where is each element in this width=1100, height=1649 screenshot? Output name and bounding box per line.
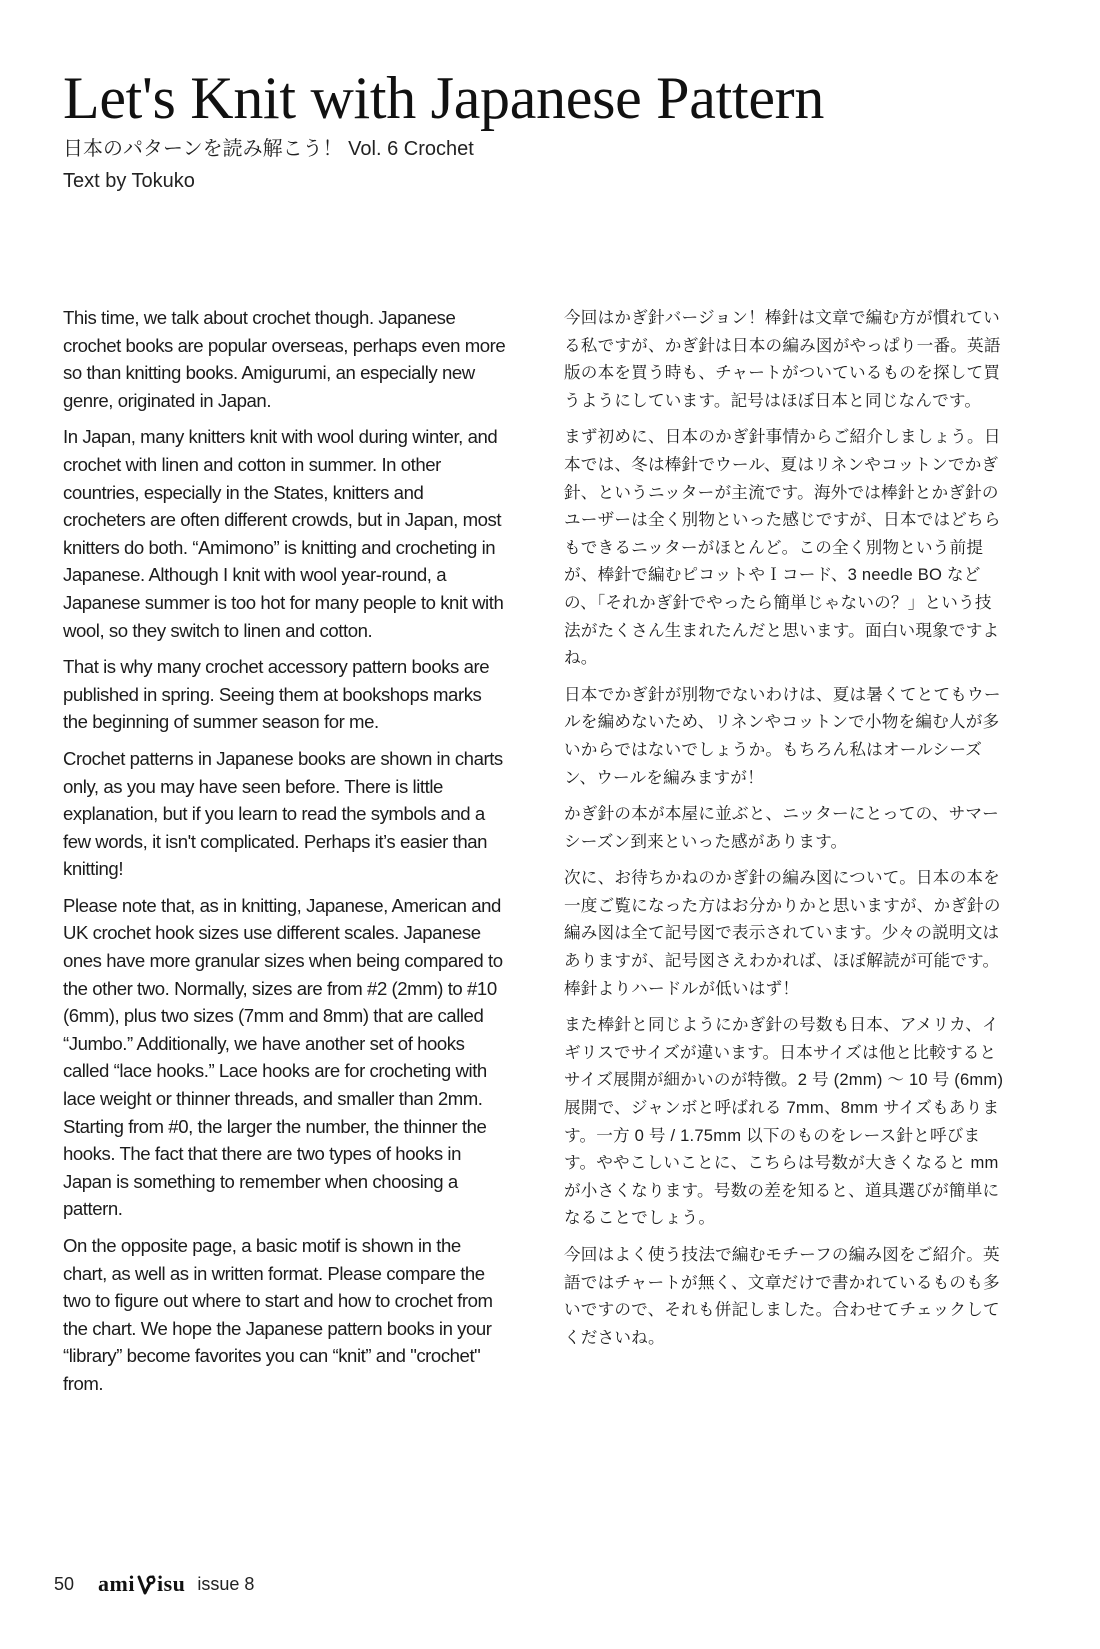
subtitle: 日本のパターンを読み解こう！ Vol. 6 Crochet bbox=[63, 138, 474, 160]
japanese-paragraph: まず初めに、日本のかぎ針事情からご紹介しましょう。日本では、冬は棒針でウール、夏はリネンやコットンでかぎ針、というニッターが主流です。海外では棒針とかぎ針のユーザーは全く別物といった感じですが、日本ではどちらもできるニッターがほとんど。この全く別物という前提が、棒針で編むピコットやＩコード、3 needle BO などの、「それかぎ針でやったら簡単じゃないの？」という技法がたくさん生まれたんだと思います。面白い現象ですよね。 bbox=[564, 427, 1001, 668]
page-title: Let's Knit with Japanese Pattern bbox=[63, 65, 825, 131]
page-number: 50 bbox=[54, 1573, 75, 1594]
english-paragraph: This time, we talk about crochet though. Japanese crochet books are popular overseas, perhaps even more so than knitting books. Amigurumi, an especially new genre, originated in Japan. bbox=[63, 307, 506, 411]
english-paragraph: That is why many crochet accessory pattern books are published in spring. Seeing them at bookshops marks the beginning of summer season for me. bbox=[63, 656, 490, 733]
japanese-paragraph: かぎ針の本が本屋に並ぶと、ニッターにとっての、サマーシーズン到来といった感があります。 bbox=[564, 804, 999, 851]
logo-text-right: isu bbox=[156, 1571, 186, 1596]
page-footer bbox=[54, 1568, 254, 1600]
japanese-paragraph: 日本でかぎ針が別物でないわけは、夏は暑くてとてもウールを編めないため、リネンやコットンで小物を編む人が多いからではないでしょうか。もちろん私はオールシーズン、ウールを編みますが！ bbox=[564, 684, 1001, 787]
english-paragraph: Crochet patterns in Japanese books are shown in charts only, as you may have seen before. There is little explanation, but if you learn to read the symbols and a few words, it isn't complicated. Perhaps it’s easier than knitting! bbox=[63, 747, 503, 880]
issue-label: issue 8 bbox=[197, 1573, 255, 1594]
japanese-paragraph: また棒針と同じようにかぎ針の号数も日本、アメリカ、イギリスでサイズが違います。日本サイズは他と比較するとサイズ展開が細かいのが特徴。2 号 (2mm) ～ 10 号 (6mm) 展開で、ジャンボと呼ばれる 7mm、8mm サイズもあります。一方 0 号 / 1.75mm 以下のものをレース針と呼びます。ややこしいことに、こちらは号数が大きくなると mm が小さくなります。号数の差を知ると、道具選びが簡単になることでしょう。 bbox=[564, 1015, 1004, 1228]
logo-text-left: ami bbox=[98, 1571, 135, 1596]
japanese-paragraph: 次に、お待ちかねのかぎ針の編み図について。日本の本を一度ご覧になった方はお分かりかと思いますが、かぎ針の編み図は全て記号図で表示されています。少々の説明文はありますが、記号図さえわかれば、ほぼ解読が可能です。棒針よりハードルが低いはず！ bbox=[564, 868, 1001, 998]
english-paragraph: On the opposite page, a basic motif is shown in the chart, as well as in written format. Please compare the two to figure out where to start and how to crochet from the chart. We hope the Japanese pattern books in your “library” become favorites you can “knit” and "crochet" from. bbox=[63, 1235, 493, 1394]
amimono-logo bbox=[98, 1571, 185, 1597]
english-paragraph: In Japan, many knitters knit with wool during winter, and crochet with linen and cotton in summer. In other countries, especially in the States, knitters and crocheters are often different crowds, but in Japan, most knitters do both. “Amimono” is knitting and crocheting in Japanese. Although I knit with wool year-round, a Japanese summer is too hot for many people to knit with wool, so they switch to linen and cotton. bbox=[63, 426, 504, 641]
japanese-column bbox=[564, 304, 1004, 1360]
yarn-ball-icon bbox=[136, 1573, 156, 1595]
byline: Text by Tokuko bbox=[63, 170, 195, 192]
english-column bbox=[63, 304, 509, 1407]
english-paragraph: Please note that, as in knitting, Japanese, American and UK crochet hook sizes use different scales. Japanese ones have more granular sizes when being compared to the other two. Normally, sizes are from #2 (2mm) to #10 (6mm), plus two sizes (7mm and 8mm) that are called “Jumbo.” Additionally, we have another set of hooks called “lace hooks.” Lace hooks are for crocheting with lace weight or thinner threads, and smaller than 2mm. Starting from #0, the larger the number, the thinner the hooks. The fact that there are two types of hooks in Japan is something to remember when choosing a pattern. bbox=[63, 894, 503, 1220]
japanese-paragraph: 今回はかぎ針バージョン！棒針は文章で編む方が慣れている私ですが、かぎ針は日本の編み図がやっぱり一番。英語版の本を買う時も、チャートがついているものを探して買うようにしています。記号はほぼ日本と同じなんです。 bbox=[564, 308, 1001, 410]
japanese-paragraph: 今回はよく使う技法で編むモチーフの編み図をご紹介。英語ではチャートが無く、文章だけで書かれているものも多いですので、それも併記しました。合わせてチェックしてくださいね。 bbox=[564, 1245, 1000, 1347]
